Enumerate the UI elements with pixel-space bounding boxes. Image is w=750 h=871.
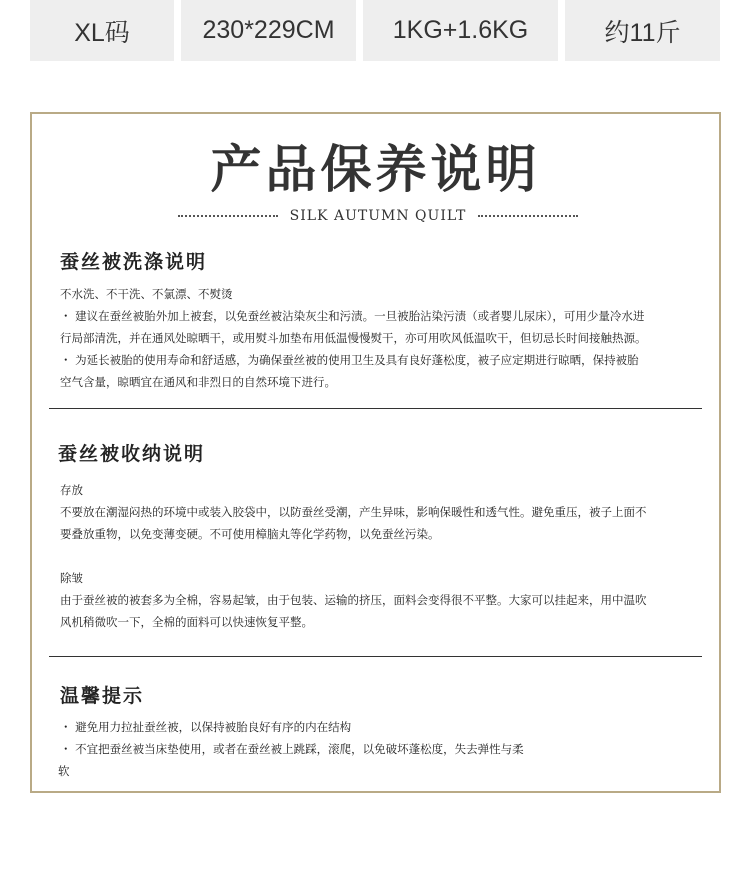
wash-line: ・ 为延长被胎的使用寿命和舒适感，为确保蚕丝被的使用卫生及具有良好蓬松度，被子应定期进行晾晒，保持被胎 bbox=[60, 353, 639, 367]
subtitle: SILK AUTUMN QUILT bbox=[289, 208, 467, 224]
storage-section-title: 蚕丝被收纳说明 bbox=[58, 443, 206, 465]
storage-heading: 存放 bbox=[60, 483, 83, 497]
tip-line: 软 bbox=[58, 764, 70, 778]
wash-line: 不水洗、不干洗、不氯漂、不熨烫 bbox=[60, 287, 233, 301]
wash-line: 空气含量，晾晒宜在通风和非烈日的自然环境下进行。 bbox=[60, 375, 336, 389]
wash-line: 行局部清洗，并在通风处晾晒干，或用熨斗加垫布用低温慢慢熨干，亦可用吹风低温吹干，但切忌长时间接触热源。 bbox=[60, 331, 647, 345]
weight-cell: 1KG+1.6KG bbox=[363, 0, 558, 61]
tip-line: ・ 不宜把蚕丝被当床垫使用，或者在蚕丝被上跳踩，滚爬，以免破坏蓬松度，失去弹性与柔 bbox=[60, 742, 524, 756]
total-weight-cell: 约11斤 bbox=[565, 0, 720, 61]
storage-line: 不要放在潮湿闷热的环境中或装入胶袋中，以防蚕丝受潮，产生异味，影响保暖性和透气性。避免重压，被子上面不 bbox=[60, 505, 647, 519]
page-title: 产品保养说明 bbox=[210, 140, 541, 200]
dotted-divider-left bbox=[178, 215, 278, 217]
subtitle-row bbox=[178, 206, 578, 226]
size-cell: XL码 bbox=[30, 0, 174, 61]
dimensions-cell: 230*229CM bbox=[181, 0, 356, 61]
wrinkle-heading: 除皱 bbox=[60, 571, 83, 585]
dotted-divider-right bbox=[478, 215, 578, 217]
storage-line: 要叠放重物，以免变薄变硬。不可使用樟脑丸等化学药物，以免蚕丝污染。 bbox=[60, 527, 440, 541]
section-divider bbox=[49, 656, 702, 657]
size-spec-row bbox=[0, 0, 750, 62]
care-instructions-panel bbox=[30, 112, 721, 793]
tips-section-title: 温馨提示 bbox=[60, 685, 145, 707]
wash-line: ・ 建议在蚕丝被胎外加上被套，以免蚕丝被沾染灰尘和污渍。一旦被胎沾染污渍（或者婴儿尿床），可用少量冷水进 bbox=[60, 309, 645, 323]
section-divider bbox=[49, 408, 702, 409]
tip-line: ・ 避免用力拉扯蚕丝被，以保持被胎良好有序的内在结构 bbox=[60, 720, 352, 734]
wrinkle-line: 风机稍微吹一下，全棉的面料可以快速恢复平整。 bbox=[60, 615, 313, 629]
wash-section-title: 蚕丝被洗涤说明 bbox=[60, 251, 208, 273]
wrinkle-line: 由于蚕丝被的被套多为全棉，容易起皱，由于包装、运输的挤压，面料会变得很不平整。大家可以挂起来，用中温吹 bbox=[60, 593, 647, 607]
